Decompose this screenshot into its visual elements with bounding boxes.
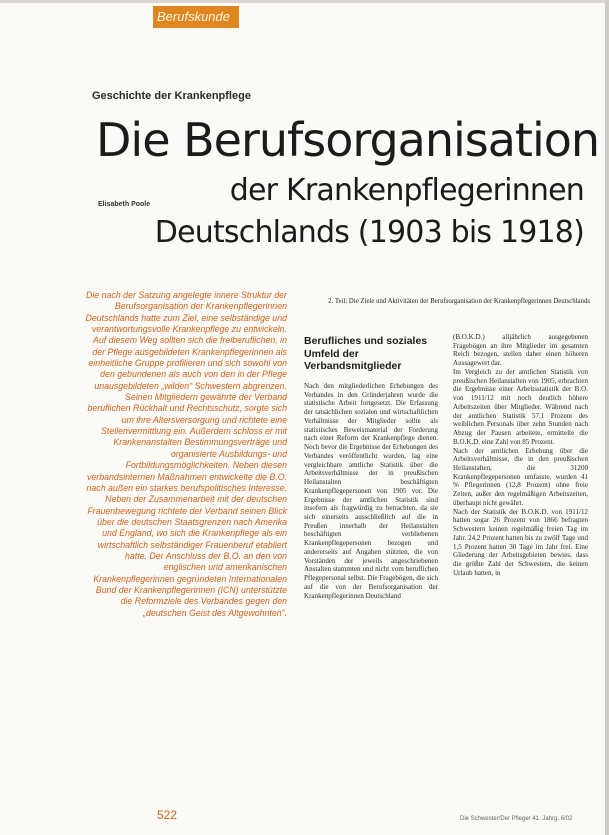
body-column-middle [304,382,438,600]
article-title: Die Berufsorganisation [96,113,600,167]
body-column-right [453,333,588,578]
article-title-line2: der Krankenpflegerinnen [229,173,584,208]
section-rubric: Berufskunde [153,6,239,28]
article-title-line3: Deutschlands (1903 bis 1918) [154,215,584,250]
body-paragraph: Nach den mitgliederlichen Erhebungen des Verbandes in den Gründerjahren wurde die statistische Arbeit fortgesetzt. Die Erfassung der tatsächlichen sozialen und wirtschaftlichen Verhältnisse der Mitglieder sollte als statistisches Beweismaterial der Forderung nach einer Reform der Krankenpflege dienen. Noch bevor die Ergebnisse der Erhebungen des Verbandes veröffentlicht wurden, lag eine vergleichbare amtliche Statistik über die Arbeitsverhältnisse der in preußischen Heilanstalten beschäftigten Krankenpflegepersonen von 1905 vor. Die Ergebnisse der amtlichen Statistik sind insofern als fragwürdig zu betrachten, da sie sich einerseits ausschließlich auf die in Preußen innerhalb der Heilanstalten beschäftigten verbliebenen Krankenpflegepersonen bezogen und andererseits auf Angaben stützten, die von Vorständen der jeweils angeschriebenen Anstalten stammten und nicht vom beruflichen Pflegepersonal selbst. Die Fragebögen, die sich auf die von der Berufsorganisation der Krankenpflegerinnen Deutschland [304,382,438,600]
body-paragraph: Im Vergleich zu der amtlichen Statistik von preußischen Heilanstalten von 1905, erbrachten die Ergebnisse einer Arbeitsstatistik der B.O. von 1911/12 mit noch deutlich höhere Arbeitszeiten über Mitglieder. Während nach der amtlichen Statistik 57,1 Prozent des weiblichen Personals über zehn Stunden nach Abzug der Pausen arbeitete, ermittelte die B.O.K.D. eine Zahl von 85 Prozent. [453,367,588,446]
body-paragraph: Nach der Statistik der B.O.K.D. von 1911/12 hatten sogar 26 Prozent von 1866 befragten Schwestern keinen regelmäßig freien Tag im Jahr. 24,2 Prozent hatten bis zu zwölf Tage und 1,5 Prozent hatten 30 Tage im Jahr frei. Eine Gliederung der Arbeitsgebieten bewies, dass die größte Zahl der Schwestern, die keinen Urlaub hatten, in [453,507,588,577]
author-name: Elisabeth Poole [98,201,151,208]
page-number: 522 [157,808,178,822]
lead-paragraph: Die nach der Satzung angelegte innere Struktur der Berufsorganisation der Krankenpflegerinnen Deutschlands hatte zum Ziel, eine selbständige und verantwortungsvolle Krankenpflege zu entwickeln. Auf diesem Weg sollten sich die freiberuflichen, in der Pflege ausgebildeten Krankenpflegerinnen als einheitliche Gruppe profilieren und sich sowohl von den gebundenen als auch von den in der Pflege unausgebildeten „wilden“ Schwestern abgrenzen. Seinen Mitgliedern gewährte der Verband beruflichen Rückhalt und Rechtsschutz, sorgte sich um ihre Altersversorgung und richtete eine Stellenvermittlung ein. Außerdem schloss er mit Krankenanstalten Bestimmungsverträge und organisierte Ausbildungs- und Fortbildungsmöglichkeiten. Neben diesen verbandsinternen Maßnahmen entwickelte die B.O. nach außen ein starkes berufspolitisches Interesse. Neben der Zusammenarbeit mit der deutschen Frauenbewegung richtete der Verband seinen Blick über die deutschen Staatsgrenzen nach Amerika und England, wo sich die Krankenpflege als ein wirtschaftlich selbständiger Frauenberuf etabliert hatte. Der Anschluss der B.O. an den von englischen und amerikanischen Krankenpflegerinnen gegründeten Internationalen Bund der Krankenpflegerinnen (ICN) unterstützte die Reformziele des Verbandes gegen den „deutschen Geist des Altgewohnten“. [85,290,287,618]
running-footer: Die Schwester/Der Pfleger 41. Jahrg. 6/02 [460,816,573,822]
scan-edge-top [0,0,609,3]
series-part-caption: 2. Teil: Die Ziele und Aktivitäten der Berufsorganisation der Krankenpflegerinnen Deutschlands [328,298,590,305]
section-heading: Berufliches und soziales Umfeld der Verbandsmitglieder [304,335,428,372]
body-paragraph: (B.O.K.D.) alljährlich ausgegebenen Fragebögen an ihre Mitglieder im gesamten Reich bezogen, stellen daher einen höheren Aussagewert dar. [453,333,588,368]
scan-edge-right [605,0,609,835]
body-paragraph: Nach der amtlichen Erhebung über die Arbeitsverhältnisse, die in den preußischen Heilanstalten, die 31200 Krankenpflegepersonen umfasste, wurden 41 % Pflegerinnen (12,8 Prozent) ohne freie Zeiten, außer den regelmäßigen Arbeitszeiten, überhaupt nicht gewährt. [453,446,588,507]
series-title: Geschichte der Krankenpflege [92,90,251,102]
